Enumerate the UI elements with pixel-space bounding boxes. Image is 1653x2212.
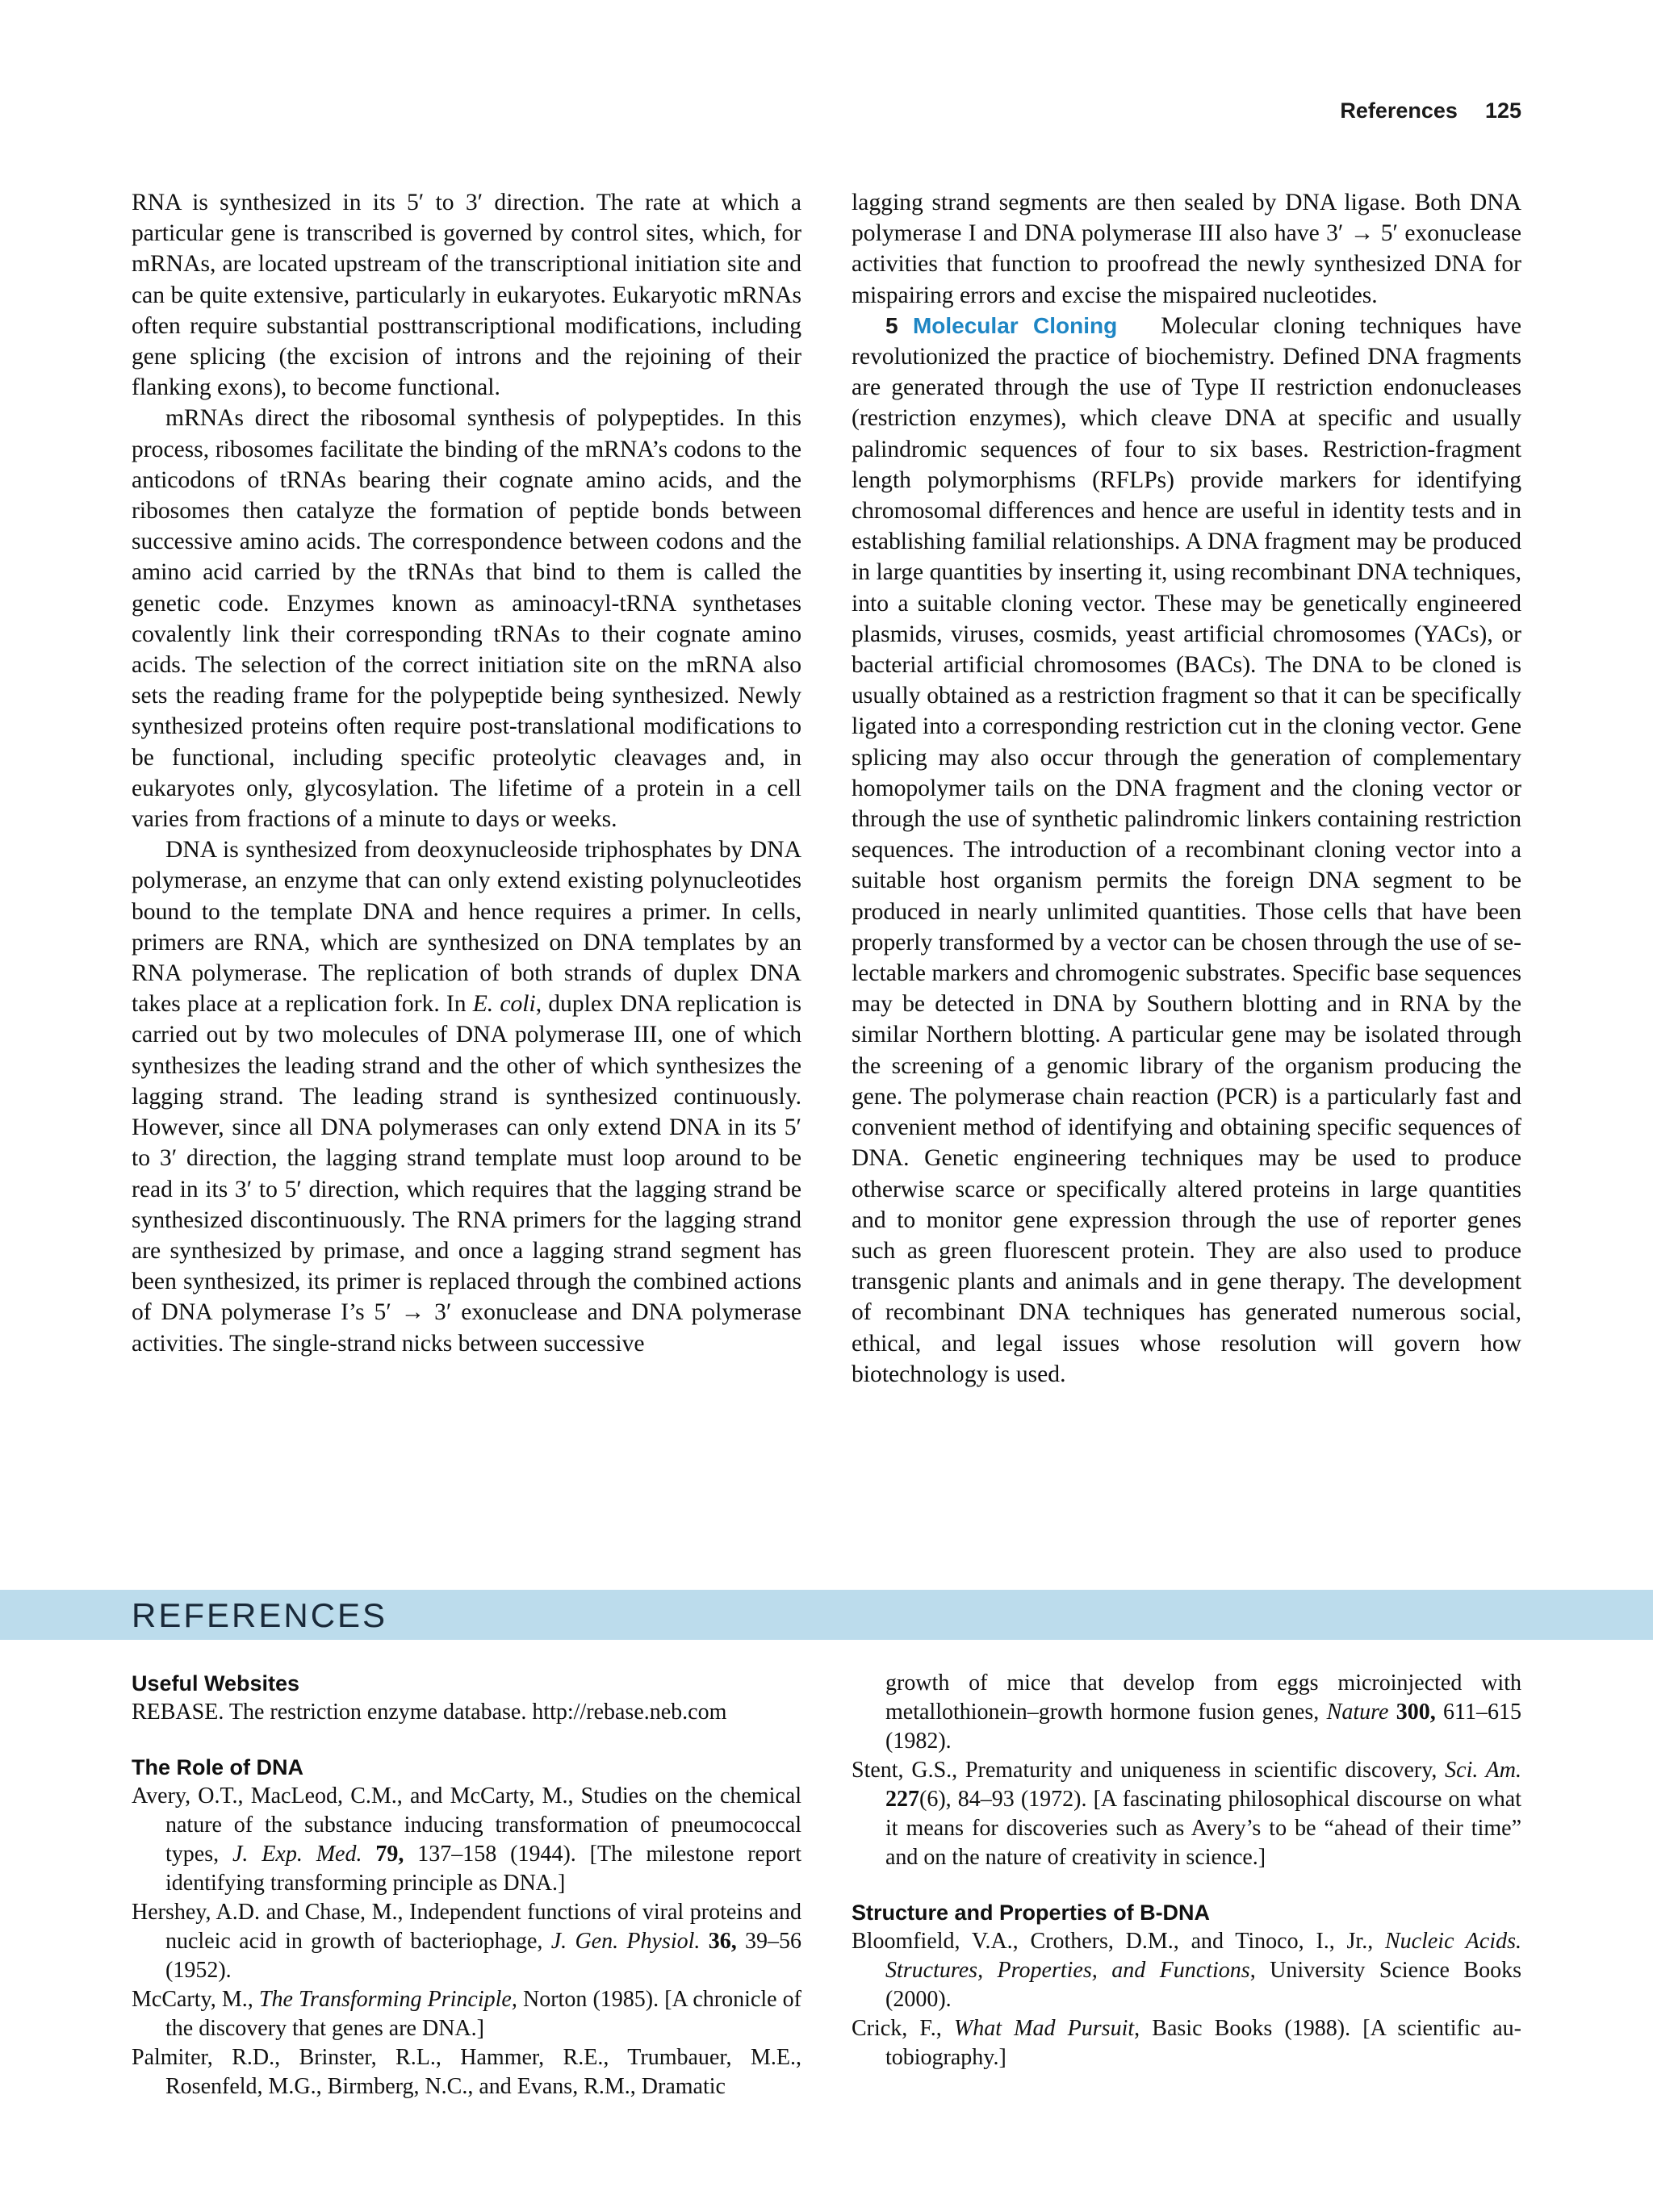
ref-entry-hershey <box>132 1898 801 1985</box>
ref-heading-role-of-dna: The Role of DNA <box>132 1755 303 1779</box>
section-number: 5 <box>885 312 898 338</box>
ref-heading-bdna: Structure and Properties of B-DNA <box>852 1900 1211 1925</box>
ref-avery-volume: 79, <box>375 1842 404 1867</box>
references-banner <box>0 1590 1653 1640</box>
ref-mccarty-title: The Transforming Principle, <box>258 1987 517 2012</box>
paragraph-rna-synthesis: RNA is synthesized in its 5′ to 3′ direction. The rate at which a particular gene is transcribed is governed by control sites, which, for mRNAs, are located upstream of the transcriptional initiation site and can be quite extensive, particularly in eukaryotes. Eukaryotic mRNAs often require substantial posttranscriptional modifications, including gene splicing (the excision of introns and the rejoining of their flanking exons), to become functional. <box>132 190 801 401</box>
paragraph-dna-replication-part-1: DNA is synthesized from deoxynucleoside triphosphates by DNA polymerase, an enzyme that can only extend existing polynucleotides bound to the template DNA and hence requires a primer. In cells, primers are RNA, which are synthesized on DNA templates by an RNA polymerase. The replication of both strands of duplex DNA takes place at a replication fork. In <box>132 837 801 1018</box>
ref-entry-crick <box>852 2014 1521 2072</box>
ref-palmiter-journal: Nature <box>1326 1700 1389 1725</box>
references-column-left <box>132 1669 801 2101</box>
ref-entry-avery <box>132 1782 801 1898</box>
ref-avery-journal: J. Exp. Med. <box>232 1842 362 1867</box>
paragraph-molecular-cloning <box>852 311 1521 1390</box>
ref-avery-rest: 137–158 (1944). [The milestone report identifying transforming principle as DNA.] <box>165 1842 802 1896</box>
ref-bloomfield-rest: , University Science Books (2000). <box>885 1958 1521 2012</box>
running-head-section: References <box>1340 98 1458 123</box>
ref-crick-title: What Mad Pursuit <box>953 2016 1135 2041</box>
paragraph-ligase: lagging strand segments are then sealed by DNA ligase. Both DNA polymerase I and DNA polymerase III also have 3′ → 5′ exonuclease activities that function to proofread the newly synthesized DNA for mispairing errors and excise the mispaired nucleotides. <box>852 190 1521 308</box>
ref-mccarty-rest: Norton (1985). [A chronicle of the discovery that genes are DNA.] <box>165 1987 801 2041</box>
page-number: 125 <box>1484 98 1521 123</box>
ref-entry-mccarty <box>132 1985 801 2043</box>
species-name-ecoli: E. coli <box>472 991 536 1018</box>
ref-bloomfield-title: Nucleic Acids. Structures, Properties, and Functions <box>885 1929 1521 1983</box>
ref-palmiter-title: growth of mice that develop from eggs microinjected with metallothionein–growth hormone fusion genes, <box>885 1670 1521 1725</box>
ref-entry-palmiter-continued <box>852 1669 1521 1756</box>
ref-mccarty-author: McCarty, M., <box>132 1987 259 2012</box>
ref-entry-bloomfield <box>852 1927 1521 2014</box>
ref-hershey-volume: 36, <box>708 1929 737 1954</box>
paragraph-dna-replication-part-2: , duplex DNA replication is carried out by two molecules of DNA polymerase III, one of which synthesizes the leading strand and the other of which synthesizes the lagging strand. The leading strand is synthesized continuously. However, since all DNA polymerases can only extend DNA in its 5′ to 3′ direction, the lagging strand template must loop around to be read in its 3′ to 5′ direction, which requires that the lagging strand be synthesized discontinuously. The RNA primers for the lagging strand are synthesized by primase, and once a lagging strand segment has been synthesized, its primer is replaced through the combined actions of DNA polymerase I’s 5′ → 3′ exonuclease and DNA polymerase activities. The single-strand nicks between successive <box>132 991 802 1357</box>
body-column-left <box>132 187 801 1359</box>
section-heading-molecular-cloning <box>885 313 1117 338</box>
ref-heading-useful-websites: Useful Websites <box>132 1671 300 1696</box>
ref-palmiter-rest: 611–615 (1982). <box>885 1700 1521 1754</box>
paragraph-molecular-cloning-text: Molecular cloning techniques have revolutionized the practice of biochemistry. Defined DNA fragments are generated through the use of Type II restriction endonucleases (restriction enzymes), which cleave DNA at specific and usually palindromic sequences of four to six bases. Restriction-fragment length polymorphisms (RFLPs) provide markers for identifying chromosomal differences and hence are useful in identity tests and in establishing familial relationships. A DNA fragment may be produced in large quantities by inserting it, using recombinant DNA techniques, into a suitable cloning vector. These may be genetically engineered plasmids, viruses, cosmids, yeast artificial chromosomes (YACs), or bacterial artificial chromosomes (BACs). The DNA to be cloned is usually obtained as a restriction fragment so that it can be specifically ligated into a corresponding restriction cut in the cloning vector. Gene splicing may also occur through the generation of complementary homopolymer tails on the DNA fragment and the cloning vector or through the use of synthetic palindromic linkers containing restriction sequences. The introduction of a recombinant cloning vector into a suitable host organism permits the foreign DNA segment to be produced in nearly unlimited quantities. Those cells that have been properly transformed by a vector can be chosen through the use of selectable markers and chromogenic substrates. Specific base sequences may be detected in DNA by Southern blotting and in RNA by the similar Northern blotting. A particular gene may be isolated through the screening of a genomic library of the organism producing the gene. The polymerase chain reaction (PCR) is a particularly fast and convenient method of identifying and obtaining specific sequences of DNA. Genetic engineering techniques may be used to produce otherwise scarce or specifically altered proteins in large quantities and to monitor gene expression through the use of reporter genes such as green fluorescent protein. They are also used to produce transgenic plants and animals and in gene therapy. The development of recombinant DNA techniques has generated numerous social, ethical, and legal issues whose resolution will govern how biotechnology is used. <box>852 312 1521 1387</box>
ref-stent-journal: Sci. Am. <box>1445 1758 1521 1783</box>
ref-palmiter-volume: 300, <box>1396 1700 1436 1725</box>
ref-entry-palmiter: Palmiter, R.D., Brinster, R.L., Hammer, R.E., Trumbauer, M.E., Rosenfeld, M.G., Birmberg, N.C., and Evans, R.M., Dramatic <box>132 2045 801 2099</box>
body-column-right <box>852 187 1521 1390</box>
paragraph-mrna-translation: mRNAs direct the ribosomal synthesis of polypeptides. In this process, ribosomes facilitate the binding of the mRNA’s codons to the anticodons of tRNAs bearing their cognate amino acids, and the ribosomes then catalyze the formation of peptide bonds between successive amino acids. The correspondence between codons and the amino acid carried by the tRNAs that bind to them is called the genetic code. Enzymes known as aminoacyl-tRNA synthetases covalently link their corresponding tRNAs to their cognate amino acids. The selection of the correct initiation site on the mRNA also sets the reading frame for the polypeptide being synthesized. Newly synthesized proteins often require post-translational modifications to be functional, including specific proteolytic cleavages and, in eukaryotes only, glycosylation. The lifetime of a protein in a cell varies from fractions of a minute to days or weeks. <box>132 405 801 833</box>
ref-entry-rebase: REBASE. The restriction enzyme database. http://rebase.neb.com <box>132 1700 727 1725</box>
ref-entry-stent <box>852 1756 1521 1872</box>
ref-hershey-journal: J. Gen. Physiol. <box>550 1929 701 1954</box>
ref-stent-rest: (6), 84–93 (1972). [A fascinating philosophical discourse on what it means for discoveries such as Avery’s to be “ahead of their time” and on the nature of creativity in science.] <box>885 1787 1521 1870</box>
ref-stent-volume: 227 <box>885 1787 919 1812</box>
ref-avery-authors: Avery, O.T., MacLeod, C.M., and McCarty, M., Studies on the chemical nature of the substance inducing transformation of pneumococcal types, <box>132 1783 801 1867</box>
ref-hershey-rest: 39–56 (1952). <box>165 1929 802 1983</box>
references-title: REFERENCES <box>132 1596 388 1634</box>
ref-bloomfield-authors: Bloomfield, V.A., Crothers, D.M., and Tinoco, I., Jr., <box>852 1929 1385 1954</box>
paragraph-dna-replication <box>132 834 801 1358</box>
references-column-right <box>852 1669 1521 2072</box>
ref-stent-authors: Stent, G.S., Prematurity and uniqueness in scientific discovery, <box>852 1758 1446 1783</box>
ref-hershey-authors: Hershey, A.D. and Chase, M., Independent functions of viral proteins and nucleic acid in growth of bacteriophage, <box>132 1900 801 1954</box>
running-head <box>1340 98 1521 123</box>
section-title: Molecular Cloning <box>912 312 1118 338</box>
ref-crick-author: Crick, F., <box>852 2016 954 2041</box>
ref-crick-rest: , Basic Books (1988). [A scientific autobiography.] <box>885 2016 1521 2070</box>
